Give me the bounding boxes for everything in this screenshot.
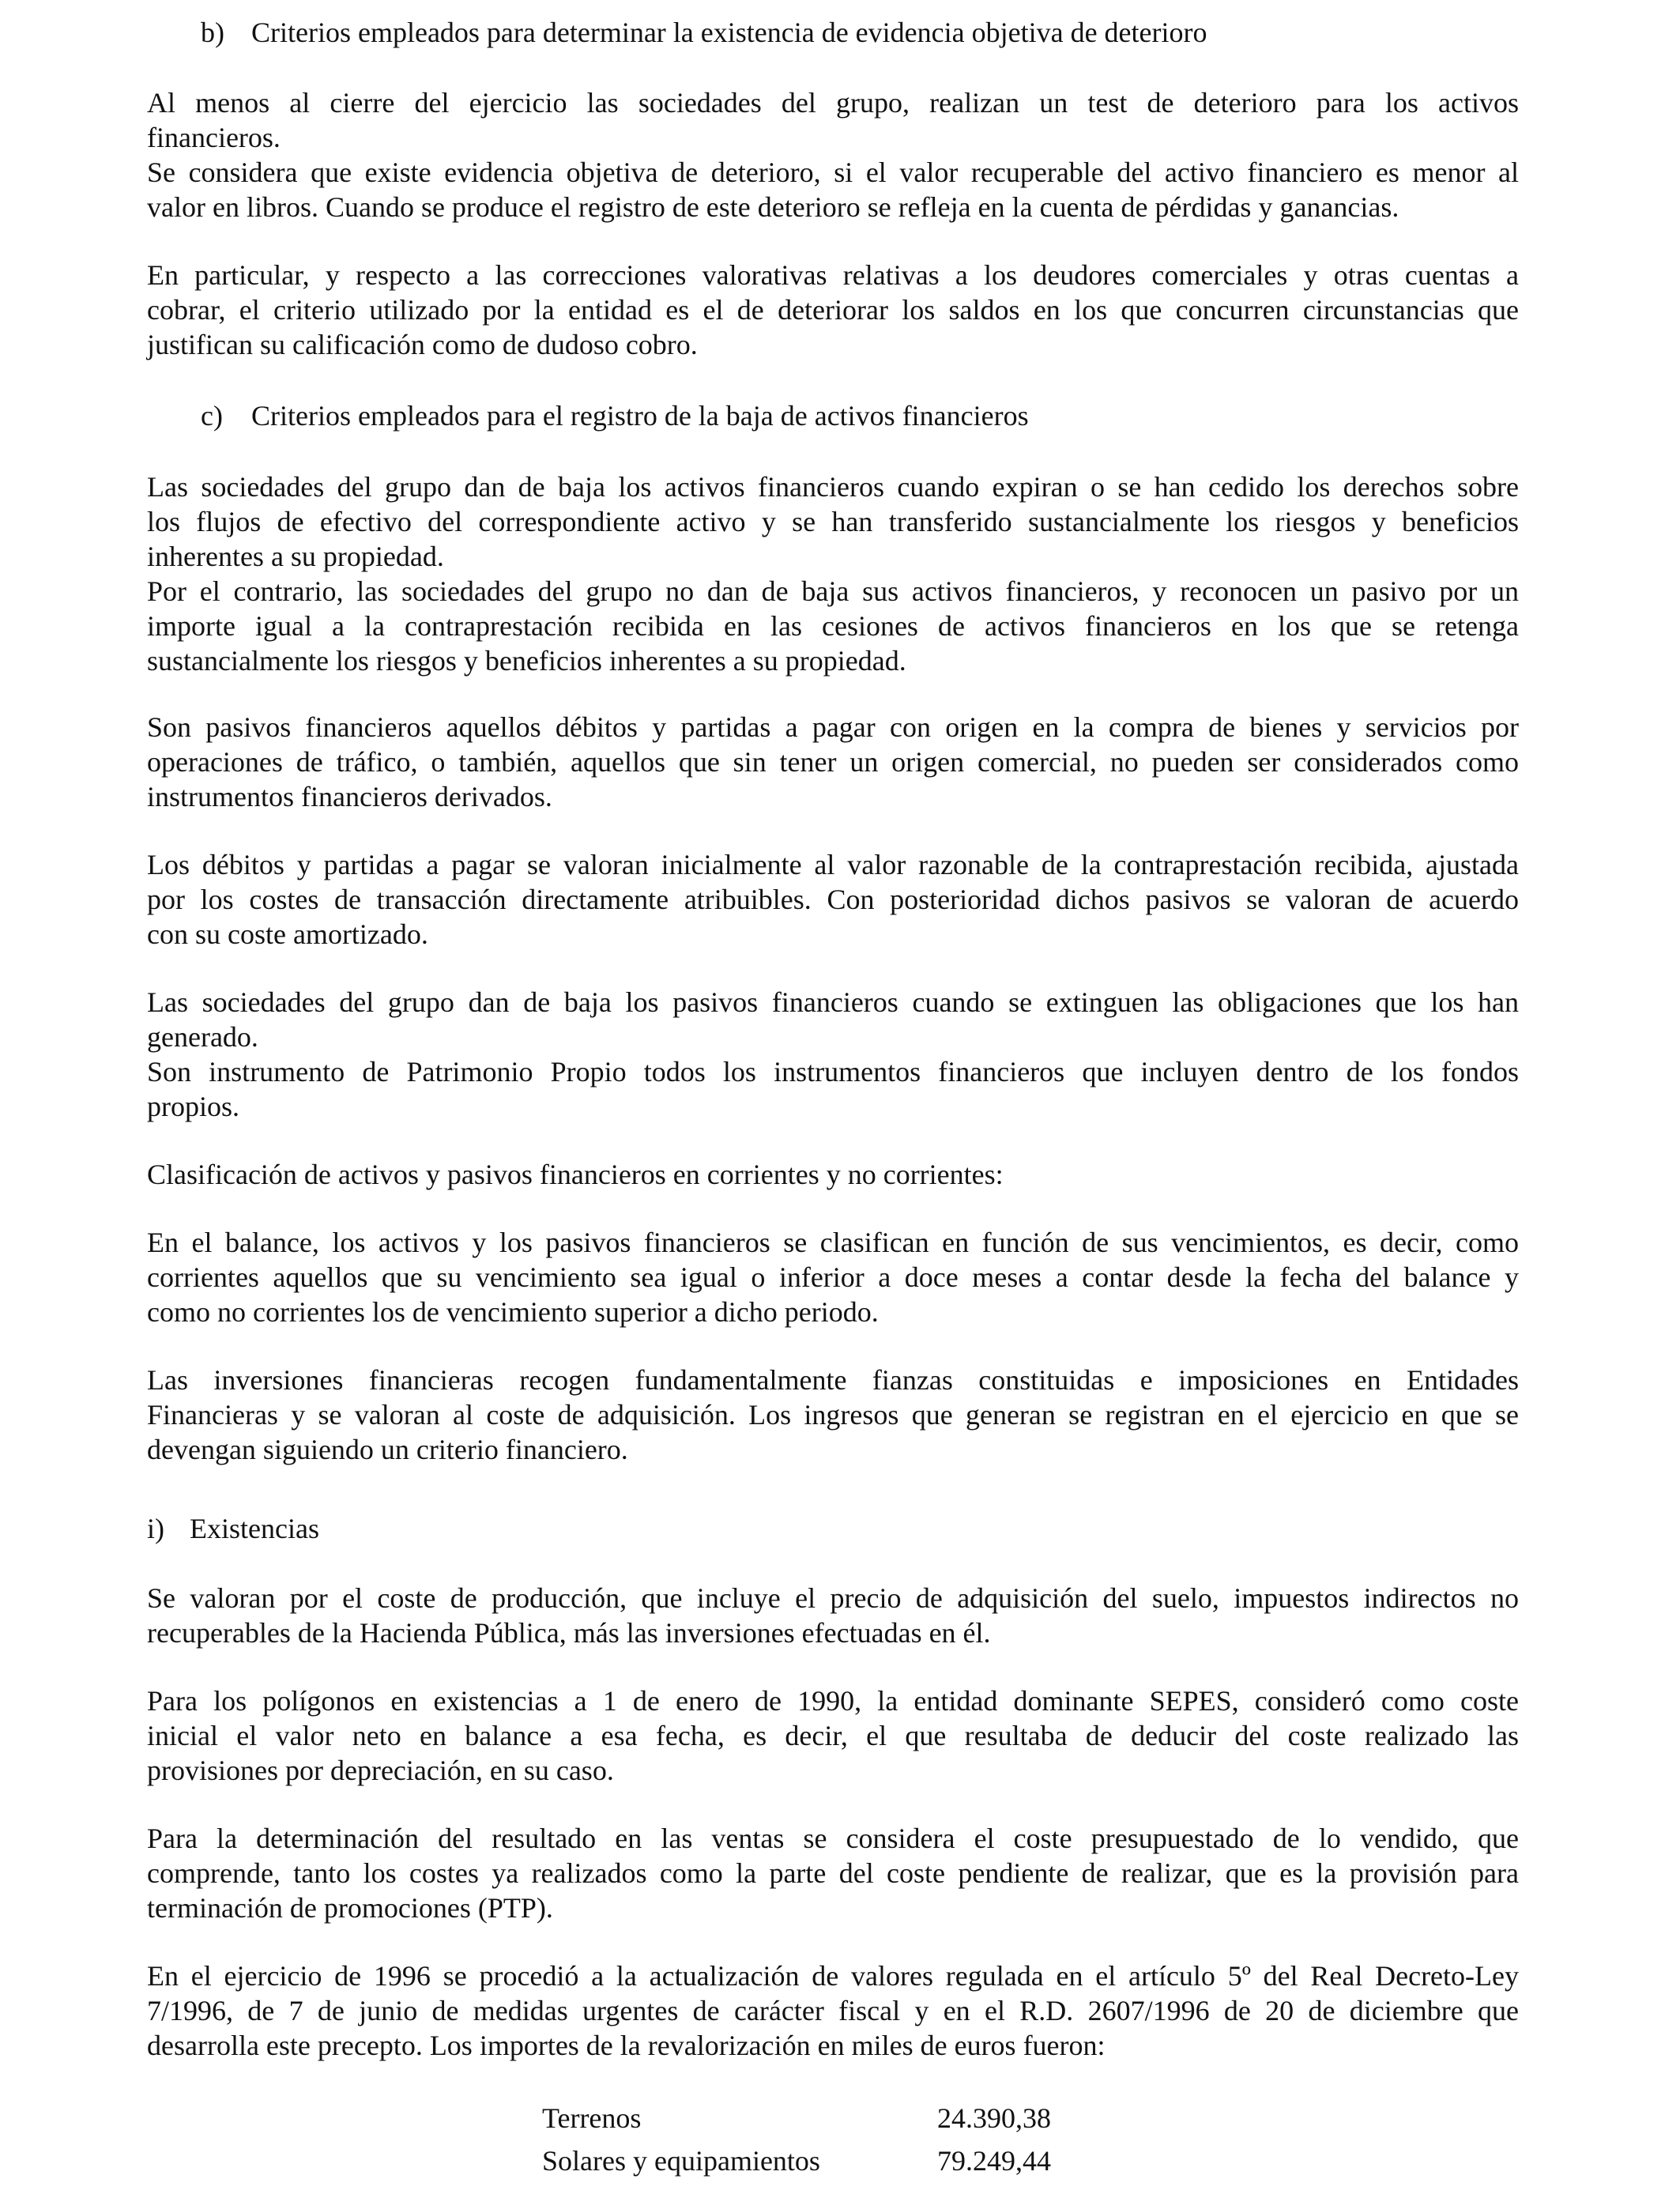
text-line: cobrar, el criterio utilizado por la entidad es el de deteriorar los saldos en los que concurren circunstancias que xyxy=(147,294,1519,326)
paragraph-inventory-valuation xyxy=(147,1581,1519,1650)
text-line: por los costes de transacción directamente atribuibles. Con posterioridad dichos pasivos se valoran de acuerdo xyxy=(147,884,1519,915)
row-value: 24.390,38 xyxy=(937,2102,1051,2134)
text-line: Las sociedades del grupo dan de baja los activos financieros cuando expiran o se han cedido los derechos sobre xyxy=(147,471,1519,503)
text-line: devengan siguiendo un criterio financiero. xyxy=(147,1434,628,1465)
paragraph-financial-investments xyxy=(147,1363,1519,1467)
text-line: desarrolla este precepto. Los importes de la revalorización en miles de euros fueron: xyxy=(147,2030,1106,2061)
row-value: 79.249,44 xyxy=(937,2145,1051,2177)
text-line: recuperables de la Hacienda Pública, más las inversiones efectuadas en él. xyxy=(147,1617,991,1649)
text-line: provisiones por depreciación, en su caso. xyxy=(147,1755,614,1786)
section-i-title: Existencias xyxy=(190,1513,319,1544)
text-line: valor en libros. Cuando se produce el registro de este deterioro se refleja en la cuenta de pérdidas y ganancias. xyxy=(147,191,1399,223)
paragraph-payables-valuation xyxy=(147,847,1519,952)
paragraph-trade-receivables xyxy=(147,258,1519,362)
section-i-marker: i) xyxy=(147,1513,164,1544)
text-line: con su coste amortizado. xyxy=(147,918,428,950)
paragraph-classification-heading xyxy=(147,1157,1519,1192)
text-line: inicial el valor neto en balance a esa fecha, es decir, el que resultaba de deducir del coste realizado las xyxy=(147,1720,1519,1751)
row-label: Solares y equipamientos xyxy=(542,2145,820,2177)
text-line: Financieras y se valoran al coste de adquisición. Los ingresos que generan se registran en el ejercicio en que se xyxy=(147,1399,1519,1431)
text-line: Al menos al cierre del ejercicio las sociedades del grupo, realizan un test de deterioro para los activos xyxy=(147,87,1519,119)
paragraph-financial-liabilities xyxy=(147,710,1519,814)
section-b-marker: b) xyxy=(201,17,224,48)
text-line: Para los polígonos en existencias a 1 de enero de 1990, la entidad dominante SEPES, consideró como coste xyxy=(147,1685,1519,1717)
paragraph-sepes-1990 xyxy=(147,1683,1519,1788)
paragraph-derecognition-liabilities xyxy=(147,985,1519,1124)
text-line: los flujos de efectivo del correspondiente activo y se han transferido sustancialmente los riesgos y beneficios xyxy=(147,506,1519,537)
text-line: financieros. xyxy=(147,122,281,153)
text-line: En el ejercicio de 1996 se procedió a la actualización de valores regulada en el artículo 5º del Real Decreto-Ley xyxy=(147,1960,1519,1992)
section-c-title: Criterios empleados para el registro de la baja de activos financieros xyxy=(251,400,1029,432)
section-c-heading xyxy=(201,398,1029,433)
text-line: Se valoran por el coste de producción, que incluye el precio de adquisición del suelo, impuestos indirectos no xyxy=(147,1582,1519,1614)
text-line: justifican su calificación como de dudoso cobro. xyxy=(147,329,698,360)
text-line: Clasificación de activos y pasivos financieros en corrientes y no corrientes: xyxy=(147,1159,1004,1190)
text-line: En el balance, los activos y los pasivos financieros se clasifican en función de sus vencimientos, es decir, como xyxy=(147,1227,1519,1258)
text-line: instrumentos financieros derivados. xyxy=(147,781,552,812)
text-line: En particular, y respecto a las correcciones valorativas relativas a los deudores comerciales y otras cuentas a xyxy=(147,259,1519,291)
text-line: Son pasivos financieros aquellos débitos y partidas a pagar con origen en la compra de bienes y servicios por xyxy=(147,711,1519,743)
text-line: Las inversiones financieras recogen fundamentalmente fianzas constituidas e imposiciones en Entidades xyxy=(147,1364,1519,1396)
paragraph-revaluation-1996 xyxy=(147,1958,1519,2063)
text-line: importe igual a la contraprestación recibida en las cesiones de activos financieros en los que se retenga xyxy=(147,610,1519,642)
section-i-heading xyxy=(147,1511,319,1546)
row-label: Terrenos xyxy=(542,2102,642,2134)
text-line: operaciones de tráfico, o también, aquellos que sin tener un origen comercial, no pueden ser considerados como xyxy=(147,746,1519,778)
text-line: como no corrientes los de vencimiento superior a dicho periodo. xyxy=(147,1296,879,1328)
paragraph-sales-result xyxy=(147,1821,1519,1925)
text-line: sustancialmente los riesgos y beneficios inherentes a su propiedad. xyxy=(147,645,906,677)
text-line: Para la determinación del resultado en las ventas se considera el coste presupuestado de lo vendido, que xyxy=(147,1823,1519,1854)
paragraph-impairment-test xyxy=(147,85,1519,224)
paragraph-derecognition-assets xyxy=(147,469,1519,678)
text-line: generado. xyxy=(147,1021,258,1053)
text-line: Los débitos y partidas a pagar se valoran inicialmente al valor razonable de la contraprestación recibida, ajustada xyxy=(147,849,1519,880)
text-line: Son instrumento de Patrimonio Propio todos los instrumentos financieros que incluyen dentro de los fondos xyxy=(147,1056,1519,1088)
text-line: Por el contrario, las sociedades del grupo no dan de baja sus activos financieros, y reconocen un pasivo por un xyxy=(147,575,1519,607)
text-line: Se considera que existe evidencia objetiva de deterioro, si el valor recuperable del activo financiero es menor al xyxy=(147,156,1519,188)
paragraph-current-noncurrent xyxy=(147,1225,1519,1329)
text-line: comprende, tanto los costes ya realizados como la parte del coste pendiente de realizar, que es la provisión para xyxy=(147,1857,1519,1889)
section-b-heading xyxy=(201,15,1207,50)
text-line: Las sociedades del grupo dan de baja los pasivos financieros cuando se extinguen las obligaciones que los han xyxy=(147,986,1519,1018)
text-line: inherentes a su propiedad. xyxy=(147,541,444,572)
text-line: propios. xyxy=(147,1091,239,1122)
section-c-marker: c) xyxy=(201,400,223,432)
text-line: corrientes aquellos que su vencimiento sea igual o inferior a doce meses a contar desde la fecha del balance y xyxy=(147,1261,1519,1293)
section-b-title: Criterios empleados para determinar la existencia de evidencia objetiva de deterioro xyxy=(251,17,1207,48)
text-line: 7/1996, de 7 de junio de medidas urgentes de carácter fiscal y en el R.D. 2607/1996 de 20 de diciembre que xyxy=(147,1995,1519,2026)
text-line: terminación de promociones (PTP). xyxy=(147,1892,553,1924)
